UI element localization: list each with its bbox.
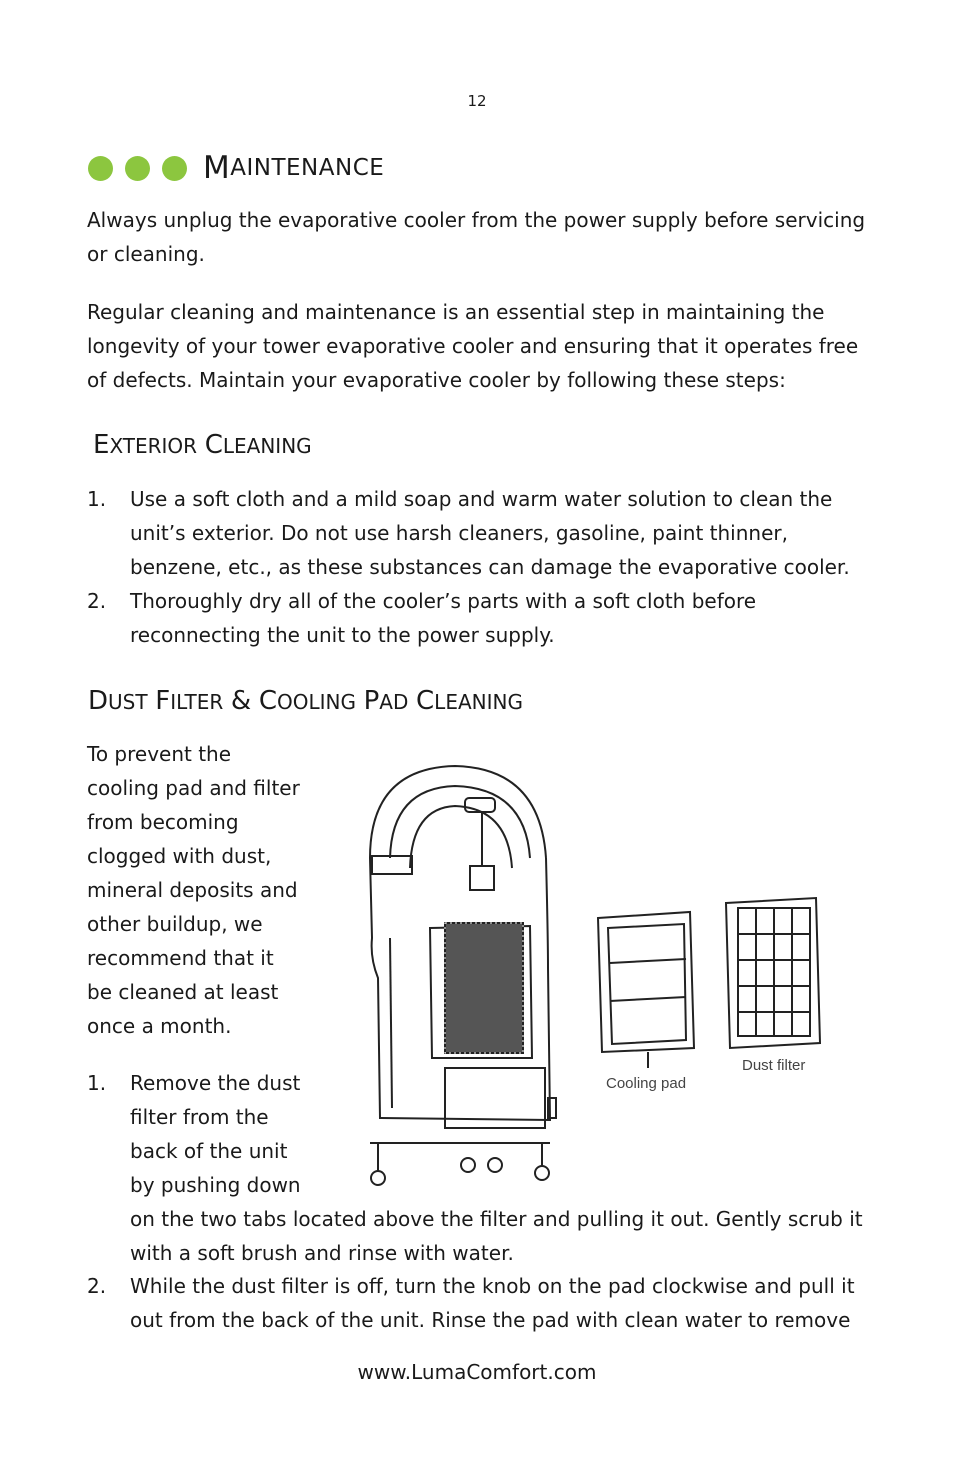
dust-filter-heading: DUST FILTER & COOLING PAD CLEANING [88,686,523,716]
intro-paragraph-1: Always unplug the evaporative cooler from the power supply before servicing or cleaning. [87,208,866,266]
page-number: 12 [467,92,487,110]
cooler-diagram [350,758,840,1198]
intro-paragraph-2: Regular cleaning and maintenance is an essential step in maintaining the longevity of your tower evaporative cooler and ensuring that it operates free of defects. Maintain your evaporative cooler by following these steps: [87,300,859,392]
dust-filter-drawing [726,898,820,1048]
exterior-cleaning-heading: EXTERIOR CLEANING [93,430,312,460]
tower-cooler-drawing [370,766,556,1185]
exterior-steps-list [87,482,867,652]
cooling-pad-label: Cooling pad [606,1075,687,1092]
list-item: 2. Thoroughly dry all of the cooler’s parts with a soft cloth before reconnecting the unit to the power supply. [87,589,757,647]
dust-step-1: 1. Remove the dust filter from the back of the unit by pushing down on the two tabs located above the filter and pulling it out. Gently scrub it with a soft brush and rinse with water. [87,1071,863,1265]
dust-intro-paragraph: To prevent the cooling pad and filter from becoming clogged with dust, mineral deposits and other buildup, we recommend that it be cleaned at least once a month. [87,742,300,1038]
title-dots-icon [88,156,187,181]
dust-step-2: 2. While the dust filter is off, turn the knob on the pad clockwise and pull it out from the back of the unit. Rinse the pad with clean water to remove [87,1274,855,1332]
title-rest: AINTENANCE [230,155,385,181]
list-item: 1. Use a soft cloth and a mild soap and warm water solution to clean the unit’s exterior. Do not use harsh cleaners, gasoline, paint thinner, benzene, etc., as these substances can damage the evaporative cooler. [87,487,850,579]
title-initial: M [203,150,231,186]
footer-url: www.LumaComfort.com [357,1360,597,1384]
dust-filter-label: Dust filter [742,1057,806,1074]
cooling-pad-drawing [598,912,694,1068]
page-title [88,150,384,186]
